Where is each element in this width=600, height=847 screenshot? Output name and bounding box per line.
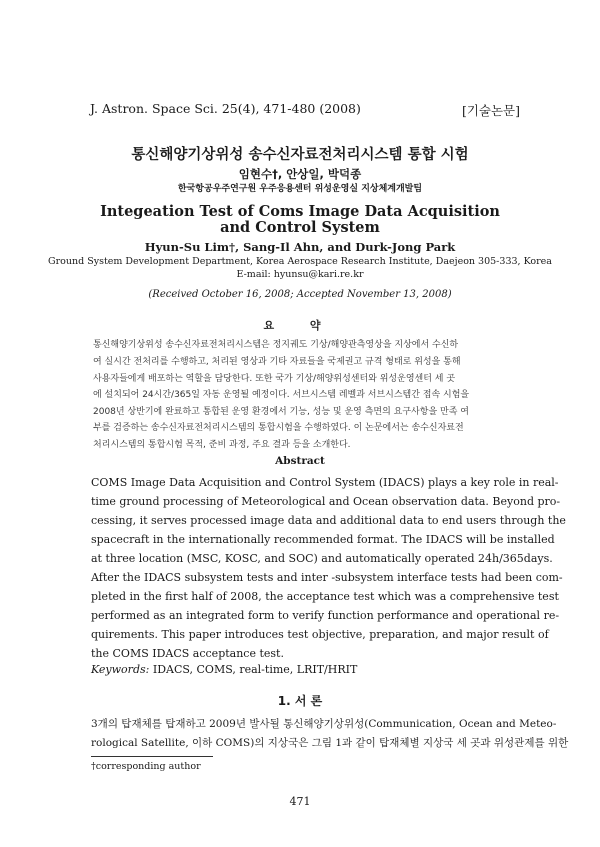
korean-abstract-line: 통신해양기상위성 송수신자료전처리시스템은 정지궤도 기상/해양관측영상을 지상에서 수신하 xyxy=(93,340,459,350)
keywords-label: Keywords: xyxy=(91,663,150,676)
abstract-line: spacecraft in the internationally recommended format. The IDACS will be installed xyxy=(91,533,555,546)
korean-title: 통신해양기상위성 송수신자료전처리시스템 통합 시험 xyxy=(131,147,469,163)
received-dates: (Received October 16, 2008; Accepted November 13, 2008) xyxy=(148,289,452,300)
article-category: [기술논문] xyxy=(461,103,520,118)
english-authors: Hyun-Su Lim†, Sang-Il Ahn, and Durk-Jong Park xyxy=(144,240,456,254)
english-title-line2: and Control System xyxy=(220,219,380,236)
abstract-heading: Abstract xyxy=(275,455,325,467)
footnote-rule xyxy=(91,756,213,757)
abstract-line: cessing, it serves processed image data and additional data to end users through the xyxy=(91,514,566,527)
abstract-line: quirements. This paper introduces test objective, preparation, and major result of xyxy=(91,628,549,641)
abstract-line: COMS Image Data Acquisition and Control System (IDACS) plays a key role in real- xyxy=(91,476,559,489)
abstract-line: pleted in the first half of 2008, the acceptance test which was a comprehensive test xyxy=(91,590,559,603)
korean-abstract-line: 에 설치되어 24시간/365일 자동 운영될 예정이다. 서브시스템 레벨과 서브시스템간 접속 시험을 xyxy=(93,390,470,400)
section-heading: 1. 서 론 xyxy=(277,694,323,708)
abstract-line: performed as an integrated form to verify function performance and operational re- xyxy=(91,609,560,622)
korean-abstract-line: 사용자들에게 배포하는 역할을 담당한다. 또한 국가 기상/해양위성센터와 위성운영센터 세 곳 xyxy=(93,374,456,384)
korean-abstract-line: 여 실시간 전처리를 수행하고, 처리된 영상과 기타 자료들을 국제권고 규격 형태로 위성을 통해 xyxy=(93,357,461,367)
english-title-line1: Integeation Test of Coms Image Data Acquisition xyxy=(100,203,500,220)
korean-abstract-line: 부를 검증하는 송수신자료전처리시스템의 통합시험을 수행하였다. 이 논문에서는 송수신자료전 xyxy=(93,423,464,433)
english-affiliation: Ground System Development Department, Korea Aerospace Research Institute, Daejeon 305-333, Korea xyxy=(48,256,552,267)
keywords xyxy=(91,663,357,676)
author-email: E-mail: hyunsu@kari.re.kr xyxy=(236,269,364,280)
keywords-value: IDACS, COMS, real-time, LRIT/HRIT xyxy=(152,663,358,676)
abstract-line: time ground processing of Meteorological and Ocean observation data. Beyond pro- xyxy=(91,495,561,508)
body-text-line: 3개의 탑재체를 탑재하고 2009년 발사될 통신해양기상위성(Communication, Ocean and Meteo- xyxy=(91,718,557,730)
abstract-line: After the IDACS subsystem tests and inter -subsystem interface tests had been com- xyxy=(91,571,563,584)
korean-authors: 임현수†, 안상일, 박덕종 xyxy=(238,167,362,181)
abstract-line: the COMS IDACS acceptance test. xyxy=(91,647,284,660)
korean-affiliation: 한국항공우주연구원 우주응용센터 위성운영실 지상체계개발팀 xyxy=(177,184,423,194)
page-number: 471 xyxy=(289,795,311,808)
journal-citation: J. Astron. Space Sci. 25(4), 471-480 (2008) xyxy=(90,101,361,116)
korean-abstract-heading: 요 약 xyxy=(263,319,337,332)
body-text-line: rological Satellite, 이하 COMS)의 지상국은 그림 1과 같이 탑재체별 지상국 세 곳과 위성관제를 위한 xyxy=(91,737,569,749)
korean-abstract-line: 2008년 상반기에 완료하고 통합된 운영 환경에서 기능, 성능 및 운영 측면의 요구사항을 만족 여 xyxy=(93,407,469,417)
korean-abstract-line: 처리시스템의 통합시험 목적, 준비 과정, 주요 결과 등을 소개한다. xyxy=(93,440,351,450)
abstract-line: at three location (MSC, KOSC, and SOC) and automatically operated 24h/365days. xyxy=(91,552,553,565)
footnote: †corresponding author xyxy=(91,761,201,772)
